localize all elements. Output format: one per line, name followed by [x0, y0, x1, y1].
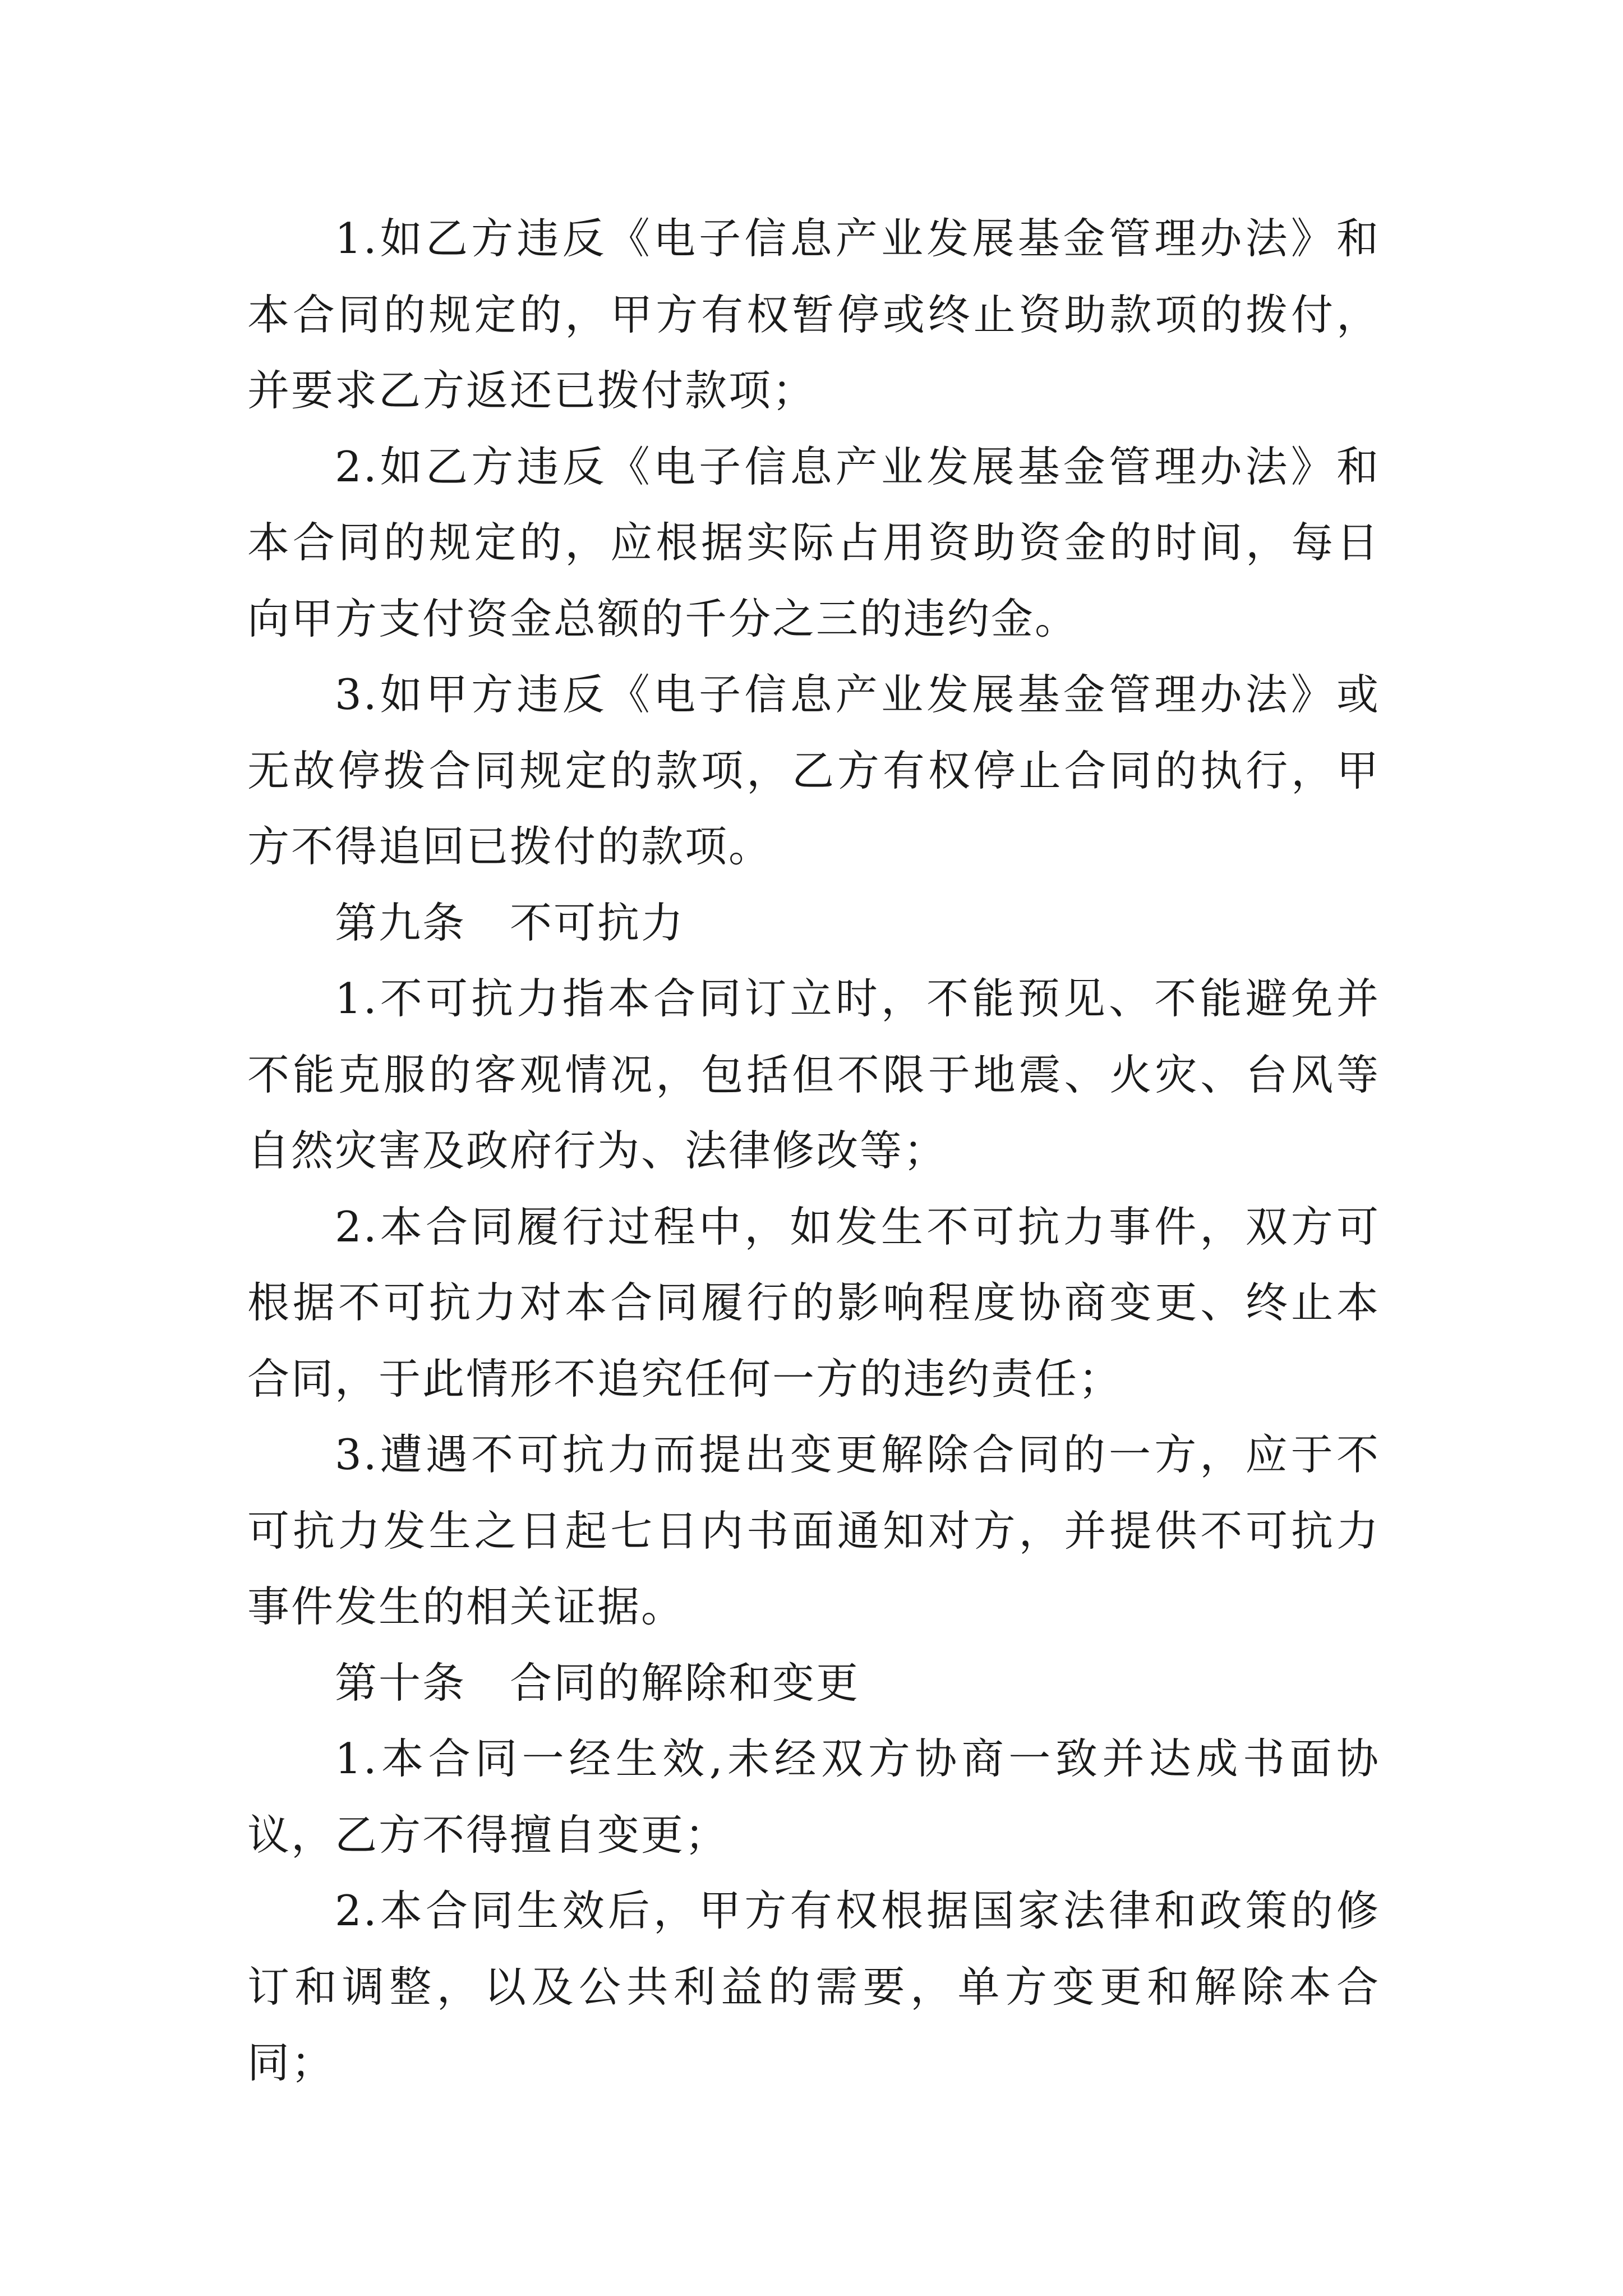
clause-8-item-1: 1.如乙方违反《电子信息产业发展基金管理办法》和本合同的规定的，甲方有权暂停或终止资助款项的拨付，并要求乙方返还已拨付款项；	[247, 214, 1380, 415]
clause-10-heading: 第十条 合同的解除和变更	[335, 1658, 860, 1708]
clause-9-heading: 第九条 不可抗力	[335, 898, 685, 947]
clause-8-item-3: 3.如甲方违反《电子信息产业发展基金管理办法》或无故停拨合同规定的款项，乙方有权停止合同的执行，甲方不得追回已拨付的款项。	[247, 670, 1380, 871]
clause-10-item-2: 2.本合同生效后，甲方有权根据国家法律和政策的修订和调整，以及公共利益的需要，单方变更和解除本合同；	[247, 1886, 1380, 2087]
clause-9-item-2: 2.本合同履行过程中，如发生不可抗力事件，双方可根据不可抗力对本合同履行的影响程度协商变更、终止本合同，于此情形不追究任何一方的违约责任；	[247, 1202, 1380, 1404]
clause-9-item-1: 1.不可抗力指本合同订立时，不能预见、不能避免并不能克服的客观情况，包括但不限于地震、火灾、台风等自然灾害及政府行为、法律修改等；	[247, 974, 1380, 1175]
document-body	[247, 201, 1380, 2101]
clause-9-item-3: 3.遭遇不可抗力而提出变更解除合同的一方，应于不可抗力发生之日起七日内书面通知对方，并提供不可抗力事件发生的相关证据。	[247, 1430, 1380, 1631]
clause-10-item-1: 1.本合同一经生效,未经双方协商一致并达成书面协议，乙方不得擅自变更；	[247, 1734, 1380, 1860]
clause-8-item-2: 2.如乙方违反《电子信息产业发展基金管理办法》和本合同的规定的，应根据实际占用资助资金的时间，每日向甲方支付资金总额的千分之三的违约金。	[247, 441, 1380, 643]
